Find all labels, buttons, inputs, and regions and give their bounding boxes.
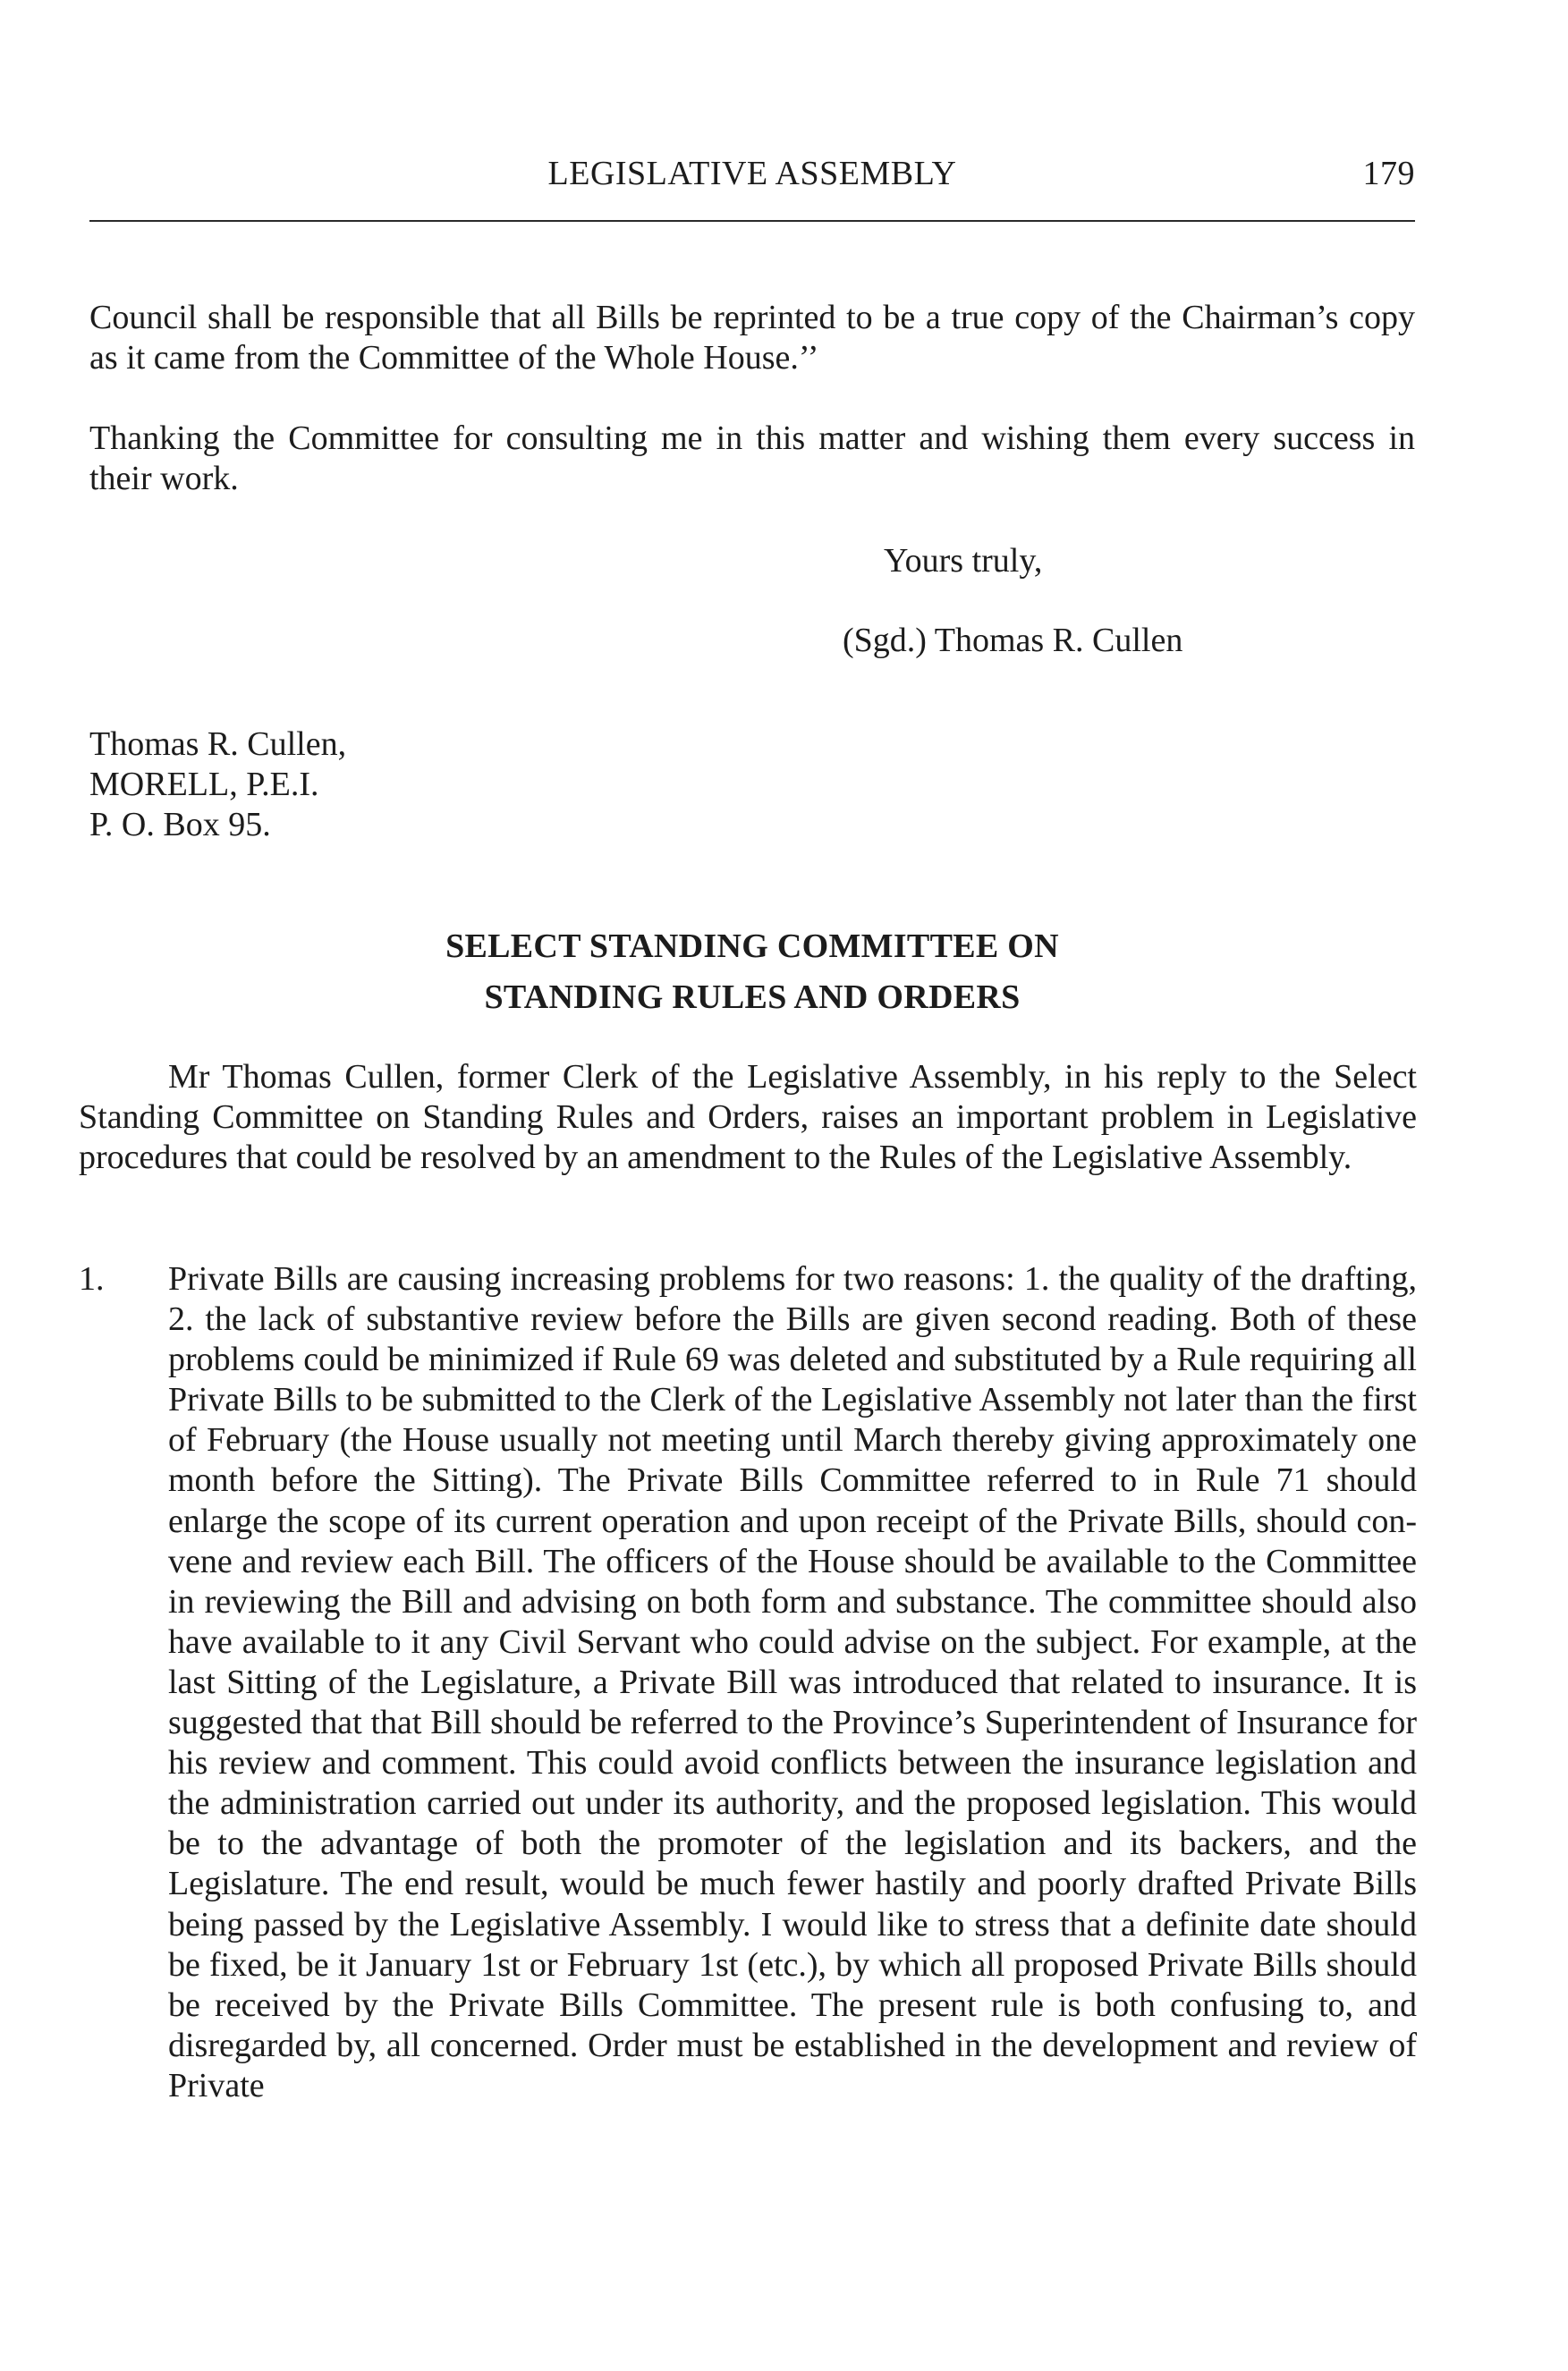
running-title: LEGISLATIVE ASSEMBLY [547, 155, 957, 192]
page-number: 179 [1362, 155, 1415, 192]
sender-address [89, 724, 346, 845]
address-name: Thomas R. Cullen, [89, 725, 347, 763]
header-rule [89, 220, 1415, 222]
item-number: 1. [79, 1260, 105, 1298]
letter-paragraph-2: Thanking the Committee for consulting me in this matter and wishing them every success in their work. [89, 419, 1415, 497]
address-place: MORELL, P.E.I. [89, 766, 319, 803]
letter-paragraph-1: Council shall be responsible that all Bills be reprinted to be a true copy of the Chairman’s copy as it came from the Committee of the Whole House.’’ [89, 299, 1415, 377]
section-heading-line-2: STANDING RULES AND ORDERS [484, 978, 1021, 1016]
section-heading-line-1: SELECT STANDING COMMITTEE ON [445, 927, 1059, 965]
section-intro-paragraph: Mr Thomas Cullen, former Clerk of the Legislative Assembly, in his reply to the Select Standing Committee on Standing Rules and Orders, raises an important problem in Legislative procedures that could be resolved by an amendment to the Rules of the Legislative Assembly. [79, 1058, 1417, 1176]
letter-signature: (Sgd.) Thomas R. Cullen [843, 622, 1183, 659]
section-heading [89, 921, 1415, 1023]
address-box: P. O. Box 95. [89, 806, 271, 843]
letter-closing: Yours truly, [884, 542, 1043, 580]
item-text: Private Bills are causing increasing problems for two reasons: 1. the quality of the drafting, 2. the lack of substantive review before the Bills are given second reading. Both of these problems could be minimized if Rule 69 was deleted and substituted by a Rule requiring all Private Bills to be submitted to the Clerk of the Legislative Assembly not later than the first of February (the House usually not meeting until March thereby giving approximately one month before the Sitting). The Private Bills Committee referred to in Rule 71 should enlarge the scope of its current operation and upon receipt of the Private Bills, should convene and review each Bill. The officers of the House should be available to the Committee in reviewing the Bill and advising on both form and substance. The committee should also have available to it any Civil Servant who could advise on the subject. For example, at the last Sitting of the Legislature, a Private Bill was introduced that related to insurance. It is suggested that that Bill should be referred to the Province’s Superintendent of Insurance for his review and comment. This could avoid conflicts between the insurance legislation and the administration carried out under its authority, and the proposed legislation. This would be to the advantage of both the promoter of the legislation and its backers, and the Legislature. The end result, would be much fewer hastily and poorly drafted Private Bills being passed by the Legislative Assembly. I would like to stress that a definite date should be fixed, be it January 1st or February 1st (etc.), by which all proposed Private Bills should be received by the Private Bills Committee. The present rule is both confusing to, and disregarded by, all concerned. Order must be established in the development and review of Private [168, 1260, 1417, 2104]
running-header [89, 154, 1415, 199]
